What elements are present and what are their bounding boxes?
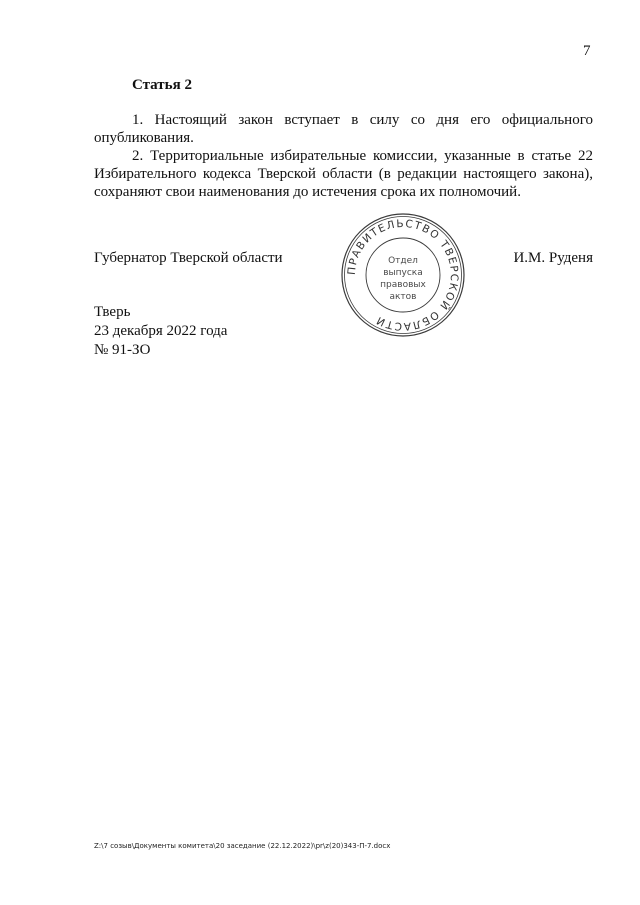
stamp-center-line-1: Отдел	[388, 256, 418, 266]
city: Тверь	[94, 304, 131, 320]
stamp-center-line-3: правовых	[380, 280, 426, 290]
article-body	[94, 111, 593, 201]
footer-file-path: Z:\7 созыв\Документы комитета\20 заседание (22.12.2022)\pr\z(20)343-П-7.docx	[94, 842, 391, 850]
page-number: 7	[583, 43, 591, 59]
place-date-block	[94, 303, 227, 360]
stamp-ring-textpath: ПРАВИТЕЛЬСТВО ТВЕРСКОЙ ОБЛАСТИ	[345, 217, 461, 333]
stamp-center-line-2: выпуска	[383, 268, 423, 278]
stamp-center-line-4: актов	[389, 292, 417, 302]
date: 23 декабря 2022 года	[94, 323, 228, 339]
law-number: № 91-ЗО	[94, 342, 151, 358]
signer-name: И.М. Руденя	[513, 250, 593, 266]
paragraph-1: 1. Настоящий закон вступает в силу со дня его официального опубликования.	[94, 112, 593, 146]
signer-title: Губернатор Тверской области	[94, 250, 283, 266]
article-title: Статья 2	[132, 77, 192, 93]
official-stamp	[339, 211, 467, 339]
paragraph-2: 2. Территориальные избирательные комиссии, указанные в статье 22 Избирательного кодекса Тверской области (в редакции настоящего закона), сохраняют свои наименования до истечения срока их полномочий.	[94, 148, 593, 200]
